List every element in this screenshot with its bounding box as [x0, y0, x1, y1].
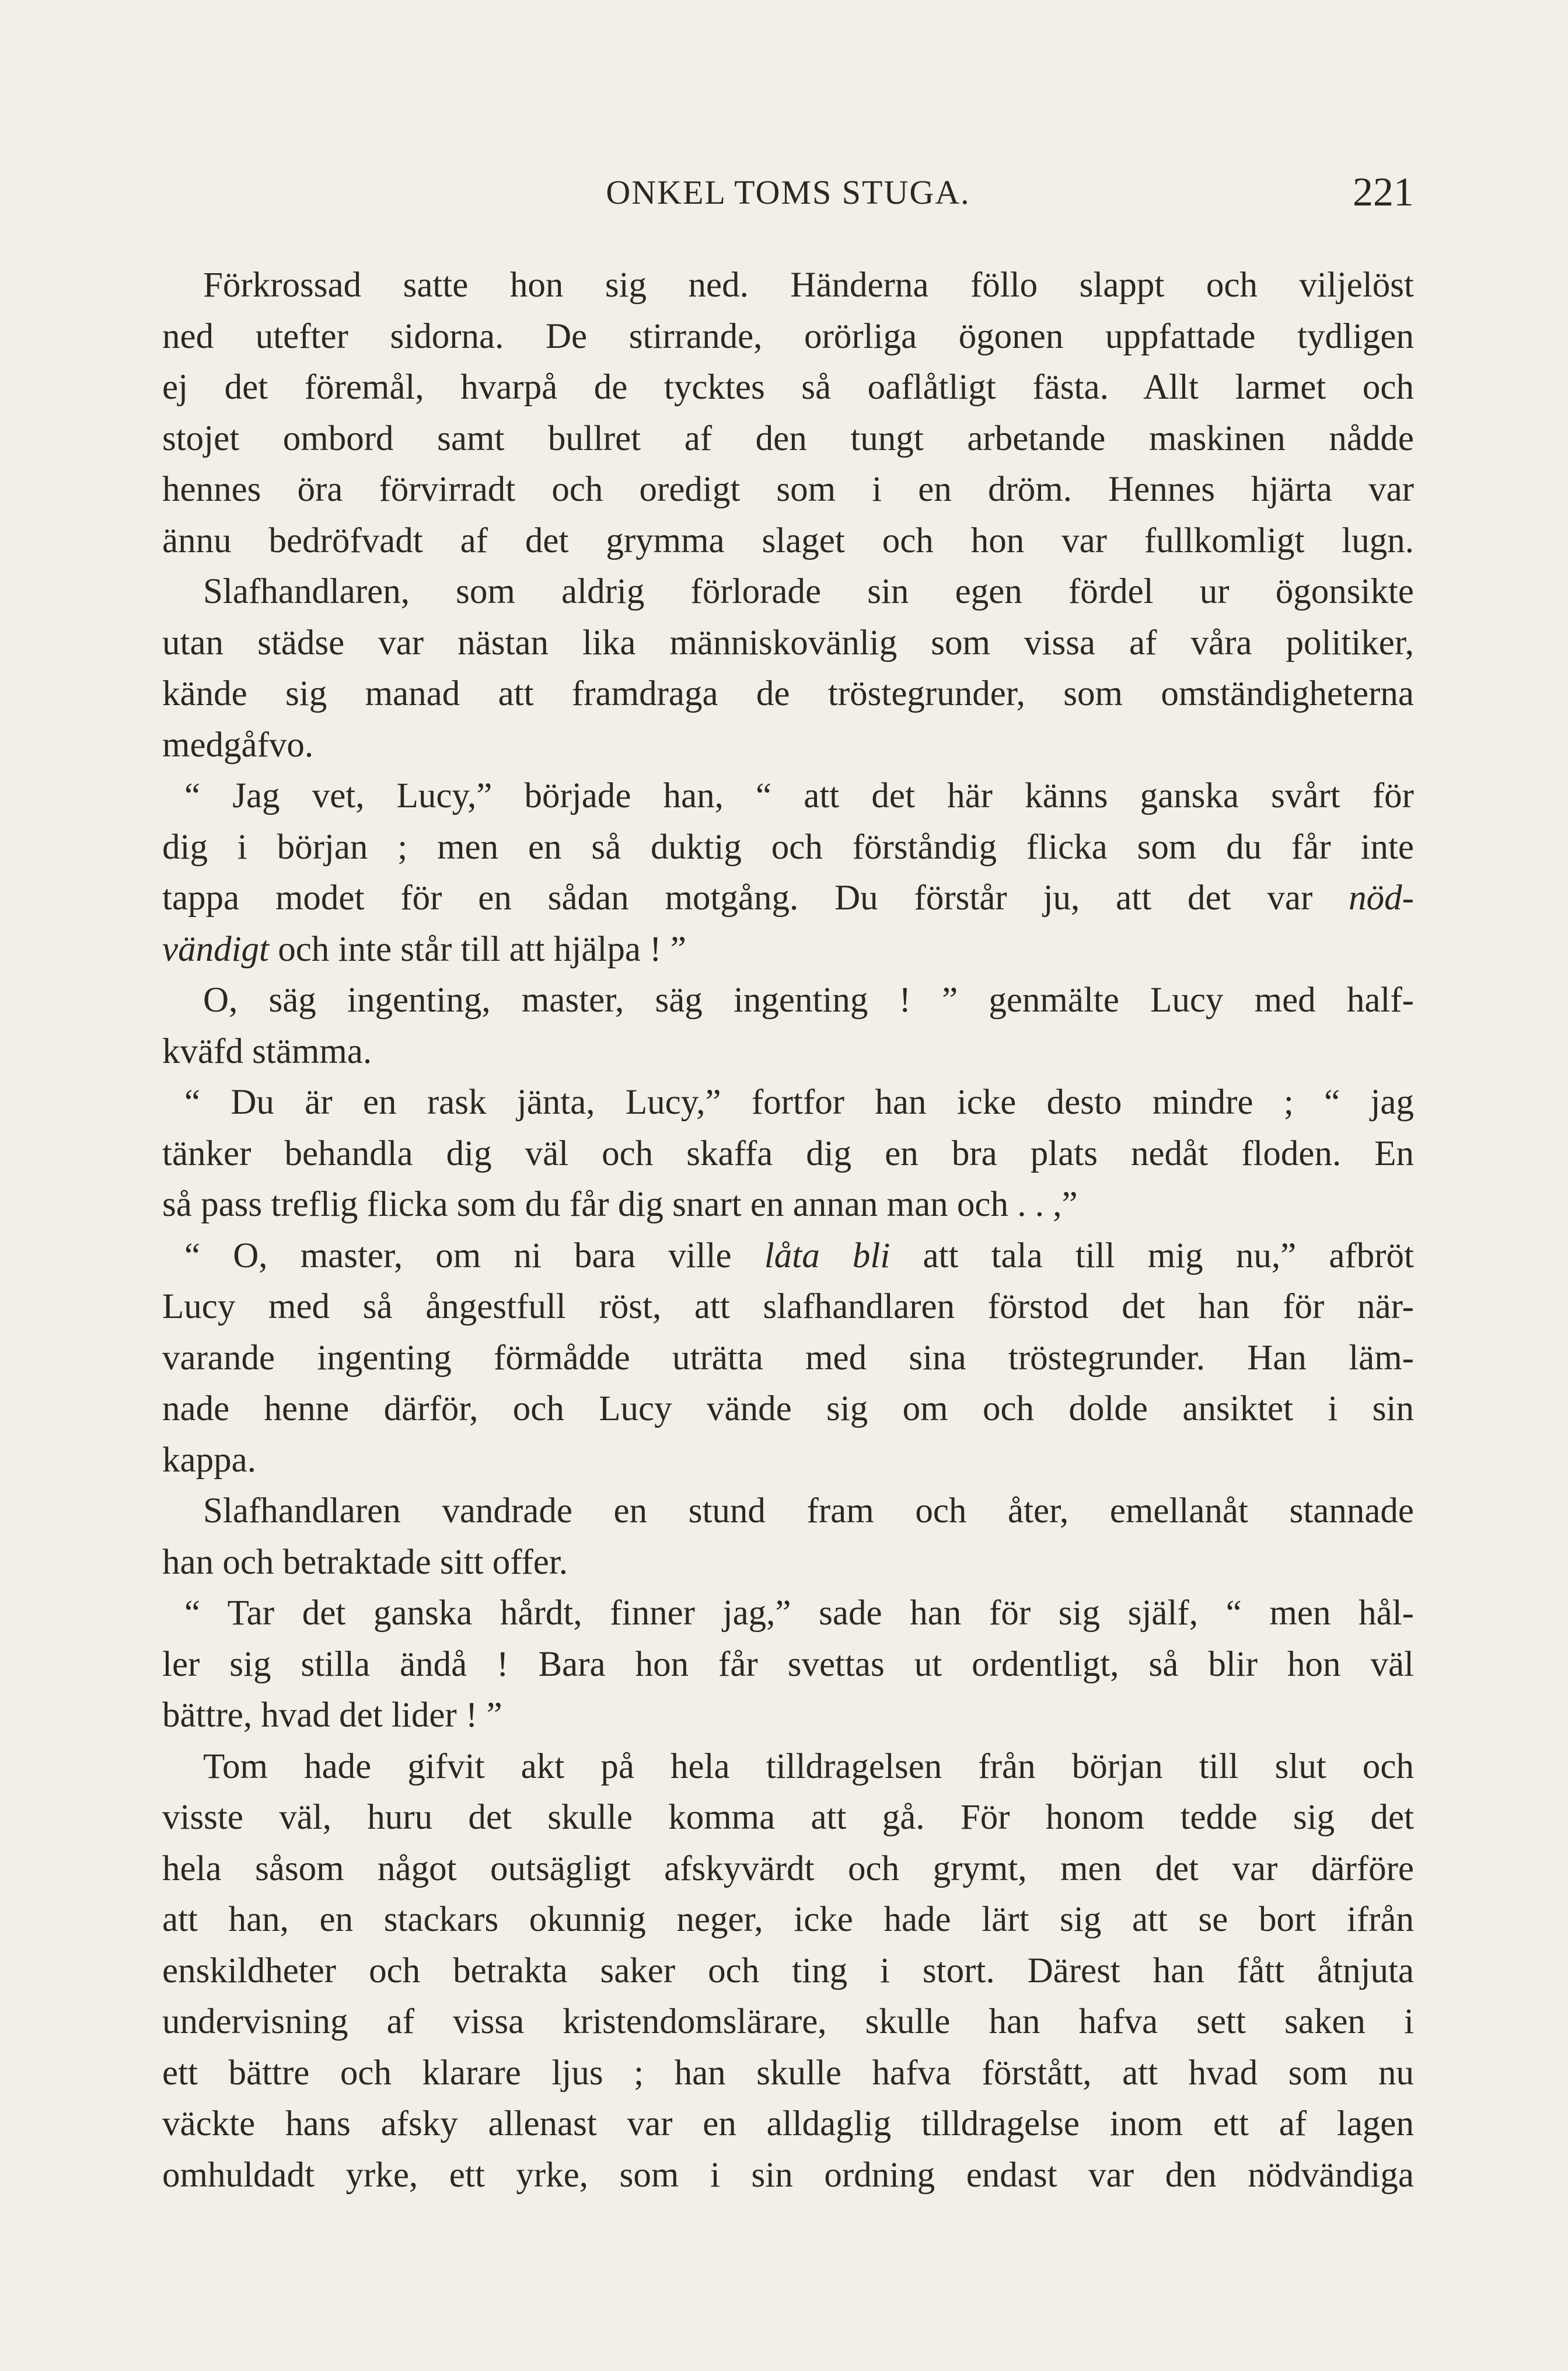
text-line	[162, 1077, 1414, 1128]
text-line	[162, 1996, 1414, 2048]
text-line	[162, 873, 1414, 924]
line-segment: nöd-	[1349, 878, 1414, 918]
line-segment: nade henne därför, och Lucy vände sig om och dolde ansiktet i sin	[162, 1389, 1414, 1428]
line-segment: Slafhandlaren vandrade en stund fram och åter, emellanåt stannade	[203, 1491, 1414, 1530]
text-line	[162, 260, 1414, 311]
text-line	[162, 1588, 1414, 1639]
running-title: ONKEL TOMS STUGA.	[606, 173, 970, 211]
text-line	[162, 1383, 1414, 1435]
line-segment: medgåfvo.	[162, 725, 314, 765]
line-segment: Slafhandlaren, som aldrig förlorade sin egen fördel ur ögonsikte	[203, 572, 1414, 611]
line-segment: bättre, hvad det lider ! ”	[162, 1696, 502, 1735]
line-segment: O, säg ingenting, master, säg ingenting ! ” genmälte Lucy med half-	[203, 981, 1414, 1020]
line-segment: omhuldadt yrke, ett yrke, som i sin ordning endast var den nödvändiga	[162, 2155, 1414, 2195]
line-segment: ett bättre och klarare ljus ; han skulle hafva förstått, att hvad som nu	[162, 2053, 1414, 2093]
line-segment: utan städse var nästan lika människovänlig som vissa af våra politiker,	[162, 623, 1414, 663]
line-segment: tänker behandla dig väl och skaffa dig en bra plats nedåt floden. En	[162, 1134, 1414, 1173]
page-header	[162, 169, 1414, 222]
line-segment: enskildheter och betrakta saker och ting i stort. Därest han fått åtnjuta	[162, 1951, 1414, 1990]
text-line	[162, 1230, 1414, 1282]
text-line	[162, 975, 1414, 1026]
text-line	[162, 515, 1414, 567]
text-line	[162, 413, 1414, 465]
line-segment: “ Jag vet, Lucy,” började han, “ att det här känns ganska svårt för	[184, 776, 1414, 815]
text-line	[162, 2098, 1414, 2150]
line-segment: ned utefter sidorna. De stirrande, orörliga ögonen uppfattade tydligen	[162, 316, 1414, 356]
text-line	[162, 464, 1414, 515]
line-segment: varande ingenting förmådde uträtta med sina tröstegrunder. Han läm-	[162, 1338, 1414, 1378]
page-number: 221	[1353, 170, 1414, 215]
text-line	[162, 1741, 1414, 1793]
line-segment: visste väl, huru det skulle komma att gå. För honom tedde sig det	[162, 1798, 1414, 1837]
line-segment: ler sig stilla ändå ! Bara hon får svettas ut ordentligt, så blir hon väl	[162, 1644, 1414, 1684]
line-segment: ej det föremål, hvarpå de tycktes så oaflåtligt fästa. Allt larmet och	[162, 368, 1414, 407]
text-line	[162, 1026, 1414, 1078]
text-line	[162, 1435, 1414, 1486]
line-segment: kappa.	[162, 1440, 256, 1480]
text-line	[162, 362, 1414, 413]
text-line	[162, 1486, 1414, 1537]
line-segment: Tom hade gifvit akt på hela tilldragelsen från början till slut och	[203, 1746, 1414, 1786]
text-line	[162, 566, 1414, 618]
line-segment: och inte står till att hjälpa ! ”	[278, 929, 686, 969]
text-line	[162, 1894, 1414, 1945]
line-segment: väckte hans afsky allenast var en alldaglig tilldragelse inom ett af lagen	[162, 2104, 1414, 2143]
line-segment: dig i början ; men en så duktig och förståndig flicka som du får inte	[162, 827, 1414, 867]
text-line	[162, 924, 1414, 975]
line-segment: hela såsom något outsägligt afskyvärdt och grymt, men det var därföre	[162, 1849, 1414, 1888]
line-segment: kände sig manad att framdraga de tröstegrunder, som omständigheterna	[162, 674, 1414, 713]
text-line	[162, 1945, 1414, 1997]
text-line	[162, 822, 1414, 873]
line-segment: undervisning af vissa kristendomslärare, skulle han hafva sett saken i	[162, 2002, 1414, 2041]
line-segment: vändigt	[162, 929, 269, 969]
line-segment: han och betraktade sitt offer.	[162, 1542, 568, 1582]
text-line	[162, 1179, 1414, 1230]
line-segment: låta bli	[764, 1236, 890, 1275]
line-segment: “ Du är en rask jänta, Lucy,” fortfor han icke desto mindre ; “ jag	[184, 1083, 1414, 1122]
line-segment: “ O, master, om ni bara ville	[184, 1236, 732, 1275]
text-line	[162, 770, 1414, 822]
line-segment: hennes öra förvirradt och oredigt som i en dröm. Hennes hjärta var	[162, 470, 1414, 509]
text-line	[162, 720, 1414, 771]
text-line	[162, 1537, 1414, 1588]
body-text	[162, 260, 1414, 2201]
text-line	[162, 1639, 1414, 1690]
line-segment: tappa modet för en sådan motgång. Du förstår ju, att det var	[162, 878, 1313, 918]
line-segment: att tala till mig nu,” afbröt	[923, 1236, 1415, 1275]
text-line	[162, 1690, 1414, 1741]
text-line	[162, 2048, 1414, 2099]
text-line	[162, 1843, 1414, 1895]
text-line	[162, 618, 1414, 669]
line-segment: kväfd stämma.	[162, 1031, 372, 1071]
line-segment: ännu bedröfvadt af det grymma slaget och hon var fullkomligt lugn.	[162, 521, 1414, 560]
text-line	[162, 1792, 1414, 1843]
text-line	[162, 311, 1414, 362]
line-segment: stojet ombord samt bullret af den tungt arbetande maskinen nådde	[162, 419, 1414, 458]
text-line	[162, 1333, 1414, 1384]
line-segment: “ Tar det ganska hårdt, finner jag,” sade han för sig själf, “ men hål-	[184, 1594, 1414, 1633]
text-line	[162, 1128, 1414, 1180]
line-segment: så pass treflig flicka som du får dig snart en annan man och . . ,”	[162, 1185, 1078, 1224]
text-line	[162, 2150, 1414, 2201]
line-segment: Lucy med så ångestfull röst, att slafhandlaren förstod det han för när-	[162, 1287, 1414, 1326]
line-segment: Förkrossad satte hon sig ned. Händerna föllo slappt och viljelöst	[203, 266, 1414, 305]
text-line	[162, 668, 1414, 720]
text-line	[162, 1281, 1414, 1333]
line-segment: att han, en stackars okunnig neger, icke hade lärt sig att se bort ifrån	[162, 1900, 1414, 1939]
